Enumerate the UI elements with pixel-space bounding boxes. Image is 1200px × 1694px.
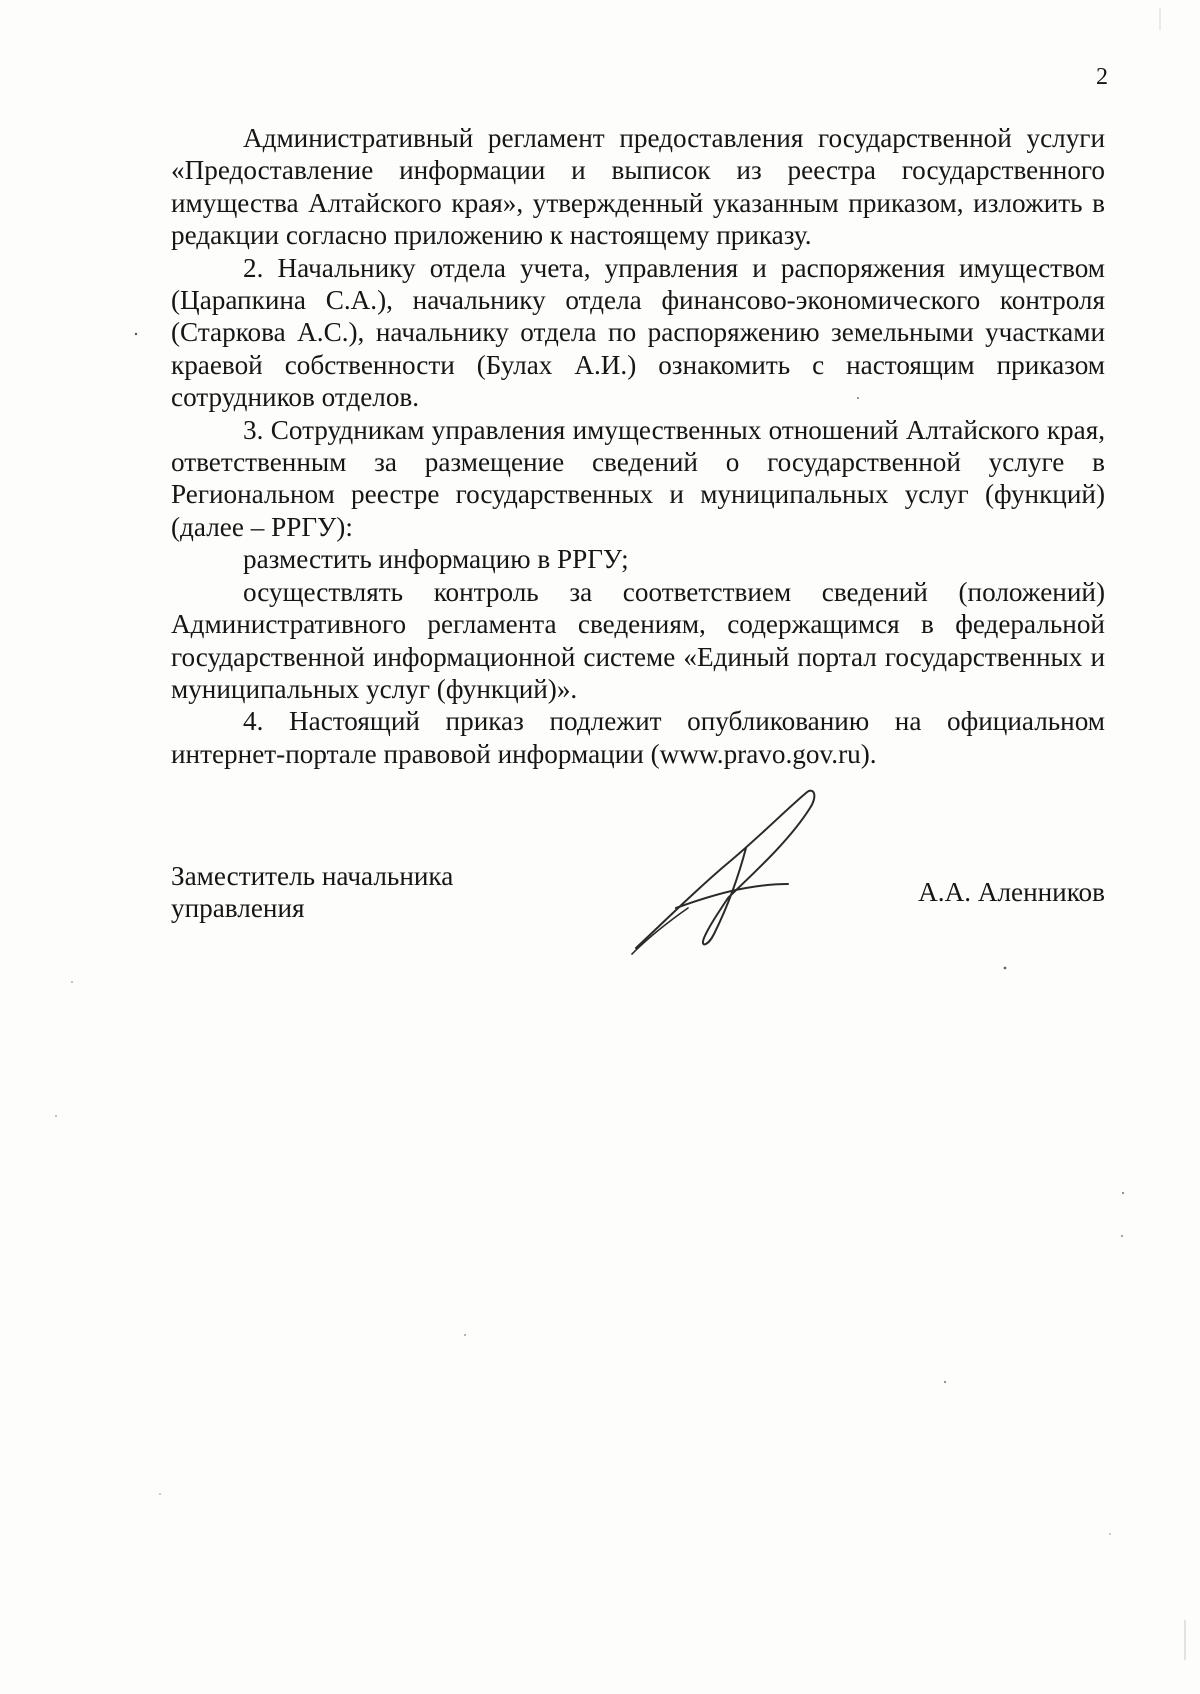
paragraph-item-3-sub-1: разместить информацию в РРГУ; <box>243 544 629 575</box>
paragraph-item-2: 2. Начальнику отдела учета, управления и распоряжения имуществом (Царапкина С.А.), начальнику отдела финансово-экономического контроля (Старкова А.С.), начальнику отдела по распоряжению земельными участками краевой собственности (Булах А.И.) ознакомить с настоящим приказом сотрудников отделов. <box>171 252 1105 413</box>
page-number: 2 <box>1096 64 1108 90</box>
paragraph-item-3: 3. Сотрудникам управления имущественных отношений Алтайского края, ответственным за размещение сведений о государственной услуге в Региональном реестре государственных и муниципальных услуг (функций) (далее – РРГУ): <box>171 414 1105 542</box>
signature-stroke-loop <box>636 791 814 948</box>
signer-title <box>171 860 453 925</box>
document-body <box>171 122 1105 770</box>
paragraph-regulation: Административный регламент предоставления государственной услуги «Предоставление информации и выписок из реестра государственного имущества Алтайского края», утвержденный указанным приказом, изложить в редакции согласно приложению к настоящему приказу. <box>171 123 1105 251</box>
signer-name: А.А. Аленников <box>918 877 1105 907</box>
signer-title-line-1: Заместитель начальника <box>171 861 454 891</box>
handwritten-signature <box>628 788 828 958</box>
paragraph-item-3-sub-2: осуществлять контроль за соответствием сведений (положений) Административного регламента сведениям, содержащимся в федеральной государственной информационной системе «Единый портал государственных и муниципальных услуг (функций)». <box>171 576 1105 704</box>
paragraph-item-4: 4. Настоящий приказ подлежит опубликованию на официальном интернет-портале правовой информации (www.pravo.gov.ru). <box>171 706 1105 769</box>
signer-title-line-2: управления <box>171 893 305 924</box>
signature-stroke-cross <box>676 884 788 908</box>
signature-stroke-tail <box>632 908 688 954</box>
